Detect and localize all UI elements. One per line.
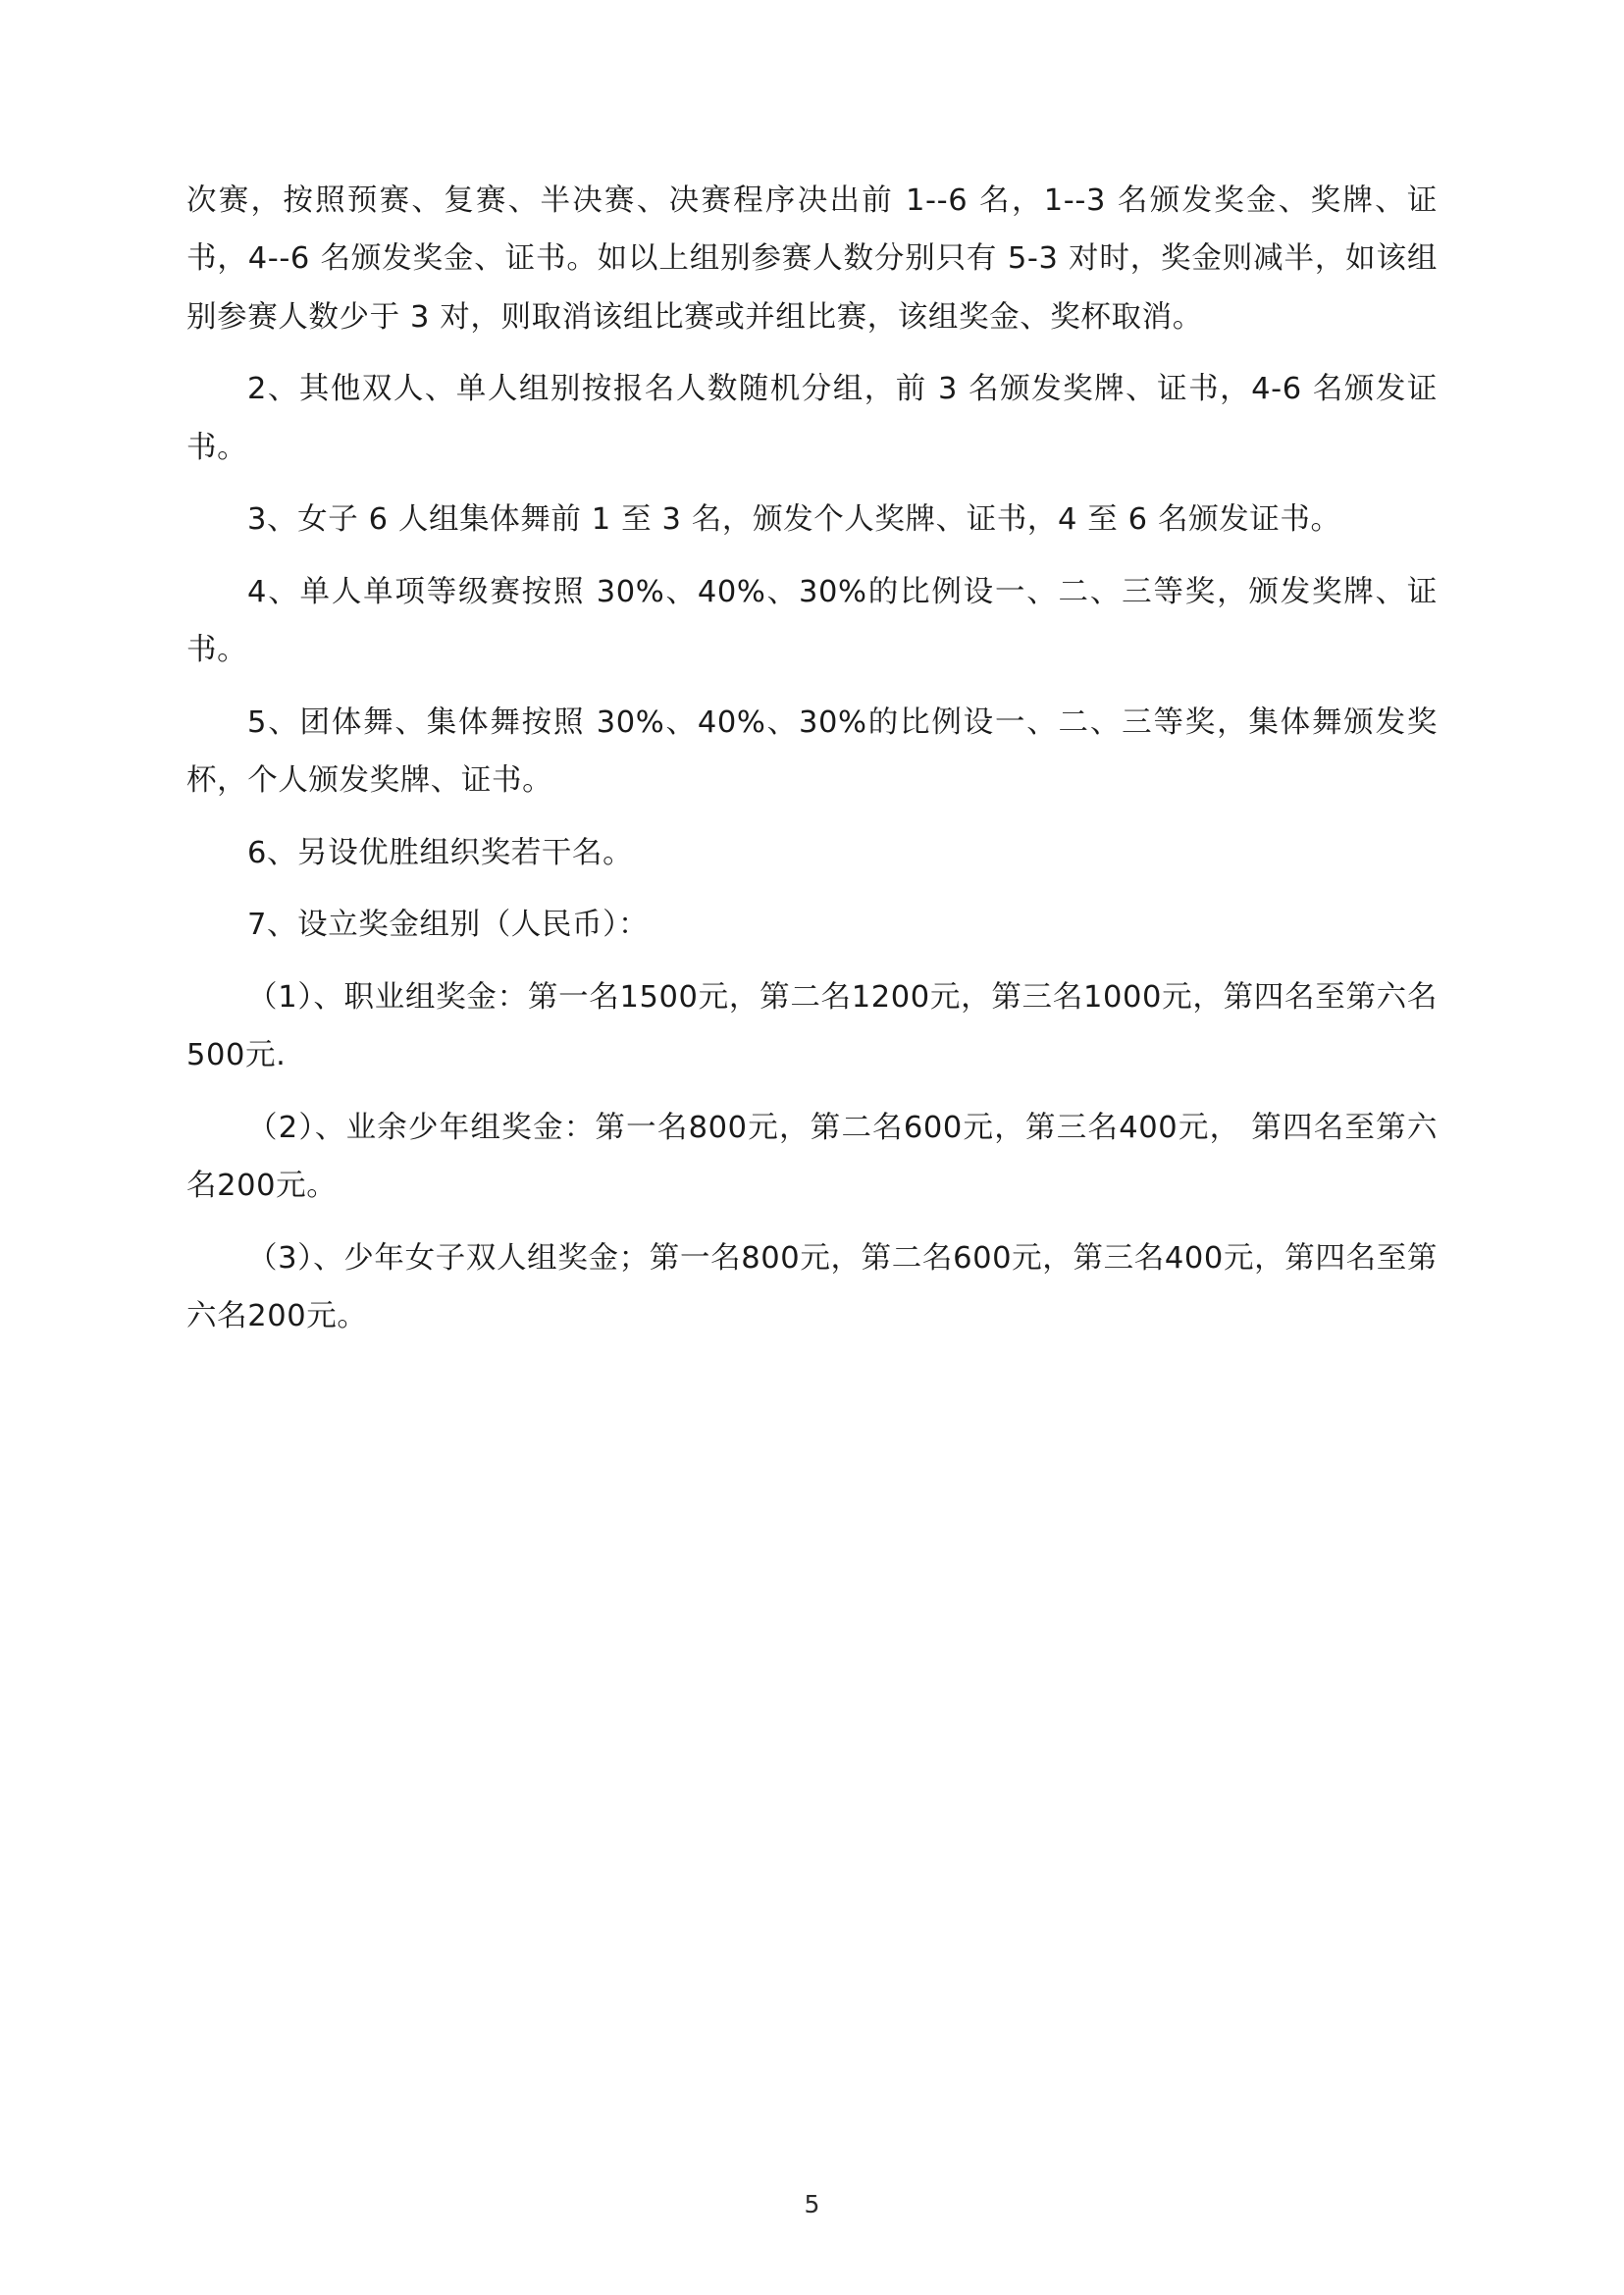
paragraph-item-3: 3、女子 6 人组集体舞前 1 至 3 名，颁发个人奖牌、证书，4 至 6 名颁发证书。 bbox=[247, 502, 1341, 538]
paragraph-item-5: 5、团体舞、集体舞按照 30%、40%、30%的比例设一、二、三等奖，集体舞颁发奖杯，个人颁发奖牌、证书。 bbox=[186, 704, 1438, 799]
document-body bbox=[186, 172, 1438, 1345]
paragraph-item-7-1: （1）、职业组奖金：第一名1500元，第二名1200元，第三名1000元，第四名至第六名500元. bbox=[186, 979, 1438, 1073]
paragraph-item-7-3: （3）、少年女子双人组奖金；第一名800元，第二名600元，第三名400元，第四名至第六名200元。 bbox=[186, 1240, 1438, 1333]
paragraph-item-7-2: （2）、业余少年组奖金：第一名800元，第二名600元，第三名400元， 第四名至第六名200元。 bbox=[186, 1110, 1438, 1204]
paragraph-item-6: 6、另设优胜组织奖若干名。 bbox=[247, 835, 634, 870]
paragraph-item-7: 7、设立奖金组别（人民币）： bbox=[247, 908, 650, 943]
paragraph-item-4: 4、单人单项等级赛按照 30%、40%、30%的比例设一、二、三等奖，颁发奖牌、证书。 bbox=[186, 574, 1438, 668]
paragraph-continued: 次赛，按照预赛、复赛、半决赛、决赛程序决出前 1--6 名，1--3 名颁发奖金、奖牌、证书，4--6 名颁发奖金、证书。如以上组别参赛人数分别只有 5-3 对时，奖金则减半，如该组别参赛人数少于 3 对，则取消该组比赛或并组比赛，该组奖金、奖杯取消。 bbox=[186, 183, 1438, 335]
page-number: 5 bbox=[804, 2190, 820, 2218]
paragraph-item-2: 2、其他双人、单人组别按报名人数随机分组，前 3 名颁发奖牌、证书，4-6 名颁发证书。 bbox=[186, 372, 1438, 465]
